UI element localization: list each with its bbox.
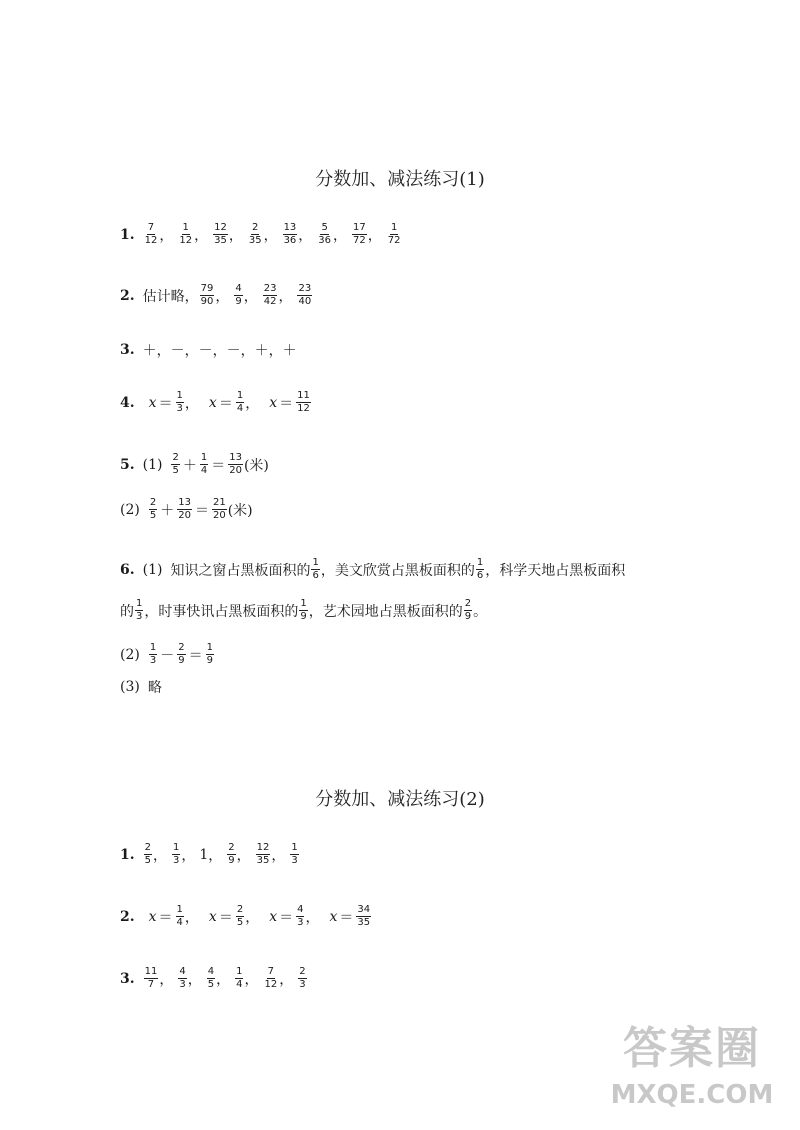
fraction: $\frac{2}{5}$ — [236, 904, 244, 928]
fraction: $\frac{2}{3}$ — [299, 966, 306, 990]
fraction: $\frac{2}{9}$ — [228, 842, 235, 866]
fraction: $\frac{1}{6}$ — [312, 557, 319, 581]
fraction: $\frac{1}{4}$ — [236, 390, 244, 414]
fraction: $\frac{7}{12}$ — [264, 966, 278, 990]
fraction: $\frac{1}{9}$ — [300, 598, 307, 622]
watermark-logo — [602, 1006, 782, 1116]
s1-q6-num: 6. — [120, 561, 135, 578]
s1-q2: 2. 估计略， $\frac{79}{90}$ ， $\frac{4}{9}$ ， $\frac{23}{42}$ ， $\frac{23}{40}$ — [120, 283, 312, 307]
fraction: $\frac{4}{3}$ — [297, 904, 304, 928]
s1-q6-part3: (3) 略 — [120, 679, 162, 696]
fraction: $\frac{1}{3}$ — [173, 842, 180, 866]
fraction: $\frac{12}{35}$ — [256, 842, 270, 866]
s1-q6-part2: (2) $\frac{1}{3}$ － $\frac{2}{9}$ ＝ $\frac{1}{9}$ — [120, 642, 213, 666]
s2-q2-num: 2. — [120, 908, 135, 925]
s1-q2-prefix: 估计略， — [142, 288, 199, 305]
fraction: $\frac{13}{20}$ — [178, 497, 191, 521]
fraction: $\frac{11}{12}$ — [297, 390, 310, 414]
s1-q2-num: 2. — [120, 287, 135, 304]
fraction: $\frac{2}{9}$ — [464, 598, 472, 622]
fraction: $\frac{4}{3}$ — [179, 966, 186, 990]
s1-q4: 4. x ＝ $\frac{1}{3}$ ， x ＝ $\frac{1}{4}$ ， x ＝ $\frac{11}{12}$ — [120, 390, 310, 414]
fraction: $\frac{2}{35}$ — [248, 222, 262, 246]
section1-title: 分数加、减法练习(1) — [315, 169, 485, 190]
s2-q3: 3. $\frac{11}{7}$ ， $\frac{4}{3}$ ， $\frac{4}{5}$ ， $\frac{1}{4}$ ， $\frac{7}{12}$ ， $\frac{2}{3}$ — [120, 966, 306, 990]
s1-q1: 1. $\frac{7}{12}$ ， $\frac{1}{12}$ ， $\frac{12}{35}$ ， $\frac{2}{35}$ ， $\frac{13}{36}$ ， $\frac{5}{36}$ ， $\frac{17}{72}$ ， $\frac{1}{72}$ — [120, 222, 401, 246]
fraction: $\frac{79}{90}$ — [200, 283, 214, 307]
s1-q6-line1: 6. (1) 知识之窗占黑板面积的 $\frac{1}{6}$ ，美文欣赏占黑板面积的 $\frac{1}{6}$ ，科学天地占黑板面积 — [120, 557, 626, 581]
s2-q1-num: 1. — [120, 846, 135, 863]
fraction: $\frac{12}{35}$ — [214, 222, 227, 246]
fraction: $\frac{23}{40}$ — [298, 283, 312, 307]
s1-q3-text: ＋，－，－，－，＋，＋ — [142, 343, 297, 359]
fraction: $\frac{34}{35}$ — [357, 904, 371, 928]
fraction: $\frac{13}{36}$ — [283, 222, 297, 246]
s1-q5-part1: 5. (1) $\frac{2}{5}$ ＋ $\frac{1}{4}$ ＝ $\frac{13}{20}$ (米) — [120, 452, 269, 476]
s1-q6-line2: 的 $\frac{1}{3}$ ，时事快讯占黑板面积的 $\frac{1}{9}$ ，艺术园地占黑板面积的 $\frac{2}{9}$ 。 — [120, 598, 488, 622]
fraction: $\frac{23}{42}$ — [263, 283, 277, 307]
fraction: $\frac{1}{6}$ — [476, 557, 484, 581]
fraction: $\frac{1}{9}$ — [206, 642, 213, 666]
s2-q1: 1. $\frac{2}{5}$ ， $\frac{1}{3}$ ， 1 ， $\frac{2}{9}$ ， $\frac{12}{35}$ ， $\frac{1}{3}$ — [120, 842, 298, 866]
s1-q4-num: 4. — [120, 394, 135, 411]
s2-q2: 2. x ＝ $\frac{1}{4}$ ， x ＝ $\frac{2}{5}$ ， x ＝ $\frac{4}{3}$ ， x ＝ $\frac{34}{35}$ — [120, 904, 371, 928]
fraction: $\frac{2}{5}$ — [144, 842, 151, 866]
fraction: $\frac{1}{4}$ — [236, 966, 243, 990]
fraction: $\frac{7}{12}$ — [144, 222, 158, 246]
fraction: $\frac{1}{3}$ — [136, 598, 143, 622]
s1-q5-part2: (2) $\frac{2}{5}$ ＋ $\frac{13}{20}$ ＝ $\frac{21}{20}$ (米) — [120, 497, 253, 521]
watermark-cn: 答案圈 — [623, 1023, 761, 1074]
fraction: $\frac{21}{20}$ — [212, 497, 226, 521]
fraction: $\frac{17}{72}$ — [353, 222, 366, 246]
fraction: $\frac{1}{4}$ — [200, 452, 208, 476]
s1-q3 — [120, 340, 297, 360]
fraction: $\frac{13}{20}$ — [229, 452, 242, 476]
fraction: $\frac{5}{36}$ — [318, 222, 332, 246]
s2-q3-num: 3. — [120, 970, 135, 987]
fraction: $\frac{11}{7}$ — [144, 966, 158, 990]
fraction: $\frac{1}{3}$ — [149, 642, 157, 666]
s1-q3-num: 3. — [120, 342, 135, 358]
fraction: $\frac{1}{72}$ — [387, 222, 401, 246]
fraction: $\frac{1}{3}$ — [291, 842, 298, 866]
s1-q5-num: 5. — [120, 456, 135, 473]
fraction: $\frac{4}{5}$ — [207, 966, 215, 990]
fraction: $\frac{2}{5}$ — [149, 497, 157, 521]
fraction: $\frac{2}{5}$ — [172, 452, 179, 476]
fraction: $\frac{4}{9}$ — [235, 283, 242, 307]
watermark-en: MXQE.COM — [610, 1080, 774, 1110]
section2-title: 分数加、减法练习(2) — [315, 789, 485, 810]
fraction: $\frac{2}{9}$ — [178, 642, 185, 666]
fraction: $\frac{1}{3}$ — [176, 390, 183, 414]
fraction: $\frac{1}{12}$ — [179, 222, 193, 246]
fraction: $\frac{1}{4}$ — [176, 904, 183, 928]
s1-q1-num: 1. — [120, 226, 135, 243]
